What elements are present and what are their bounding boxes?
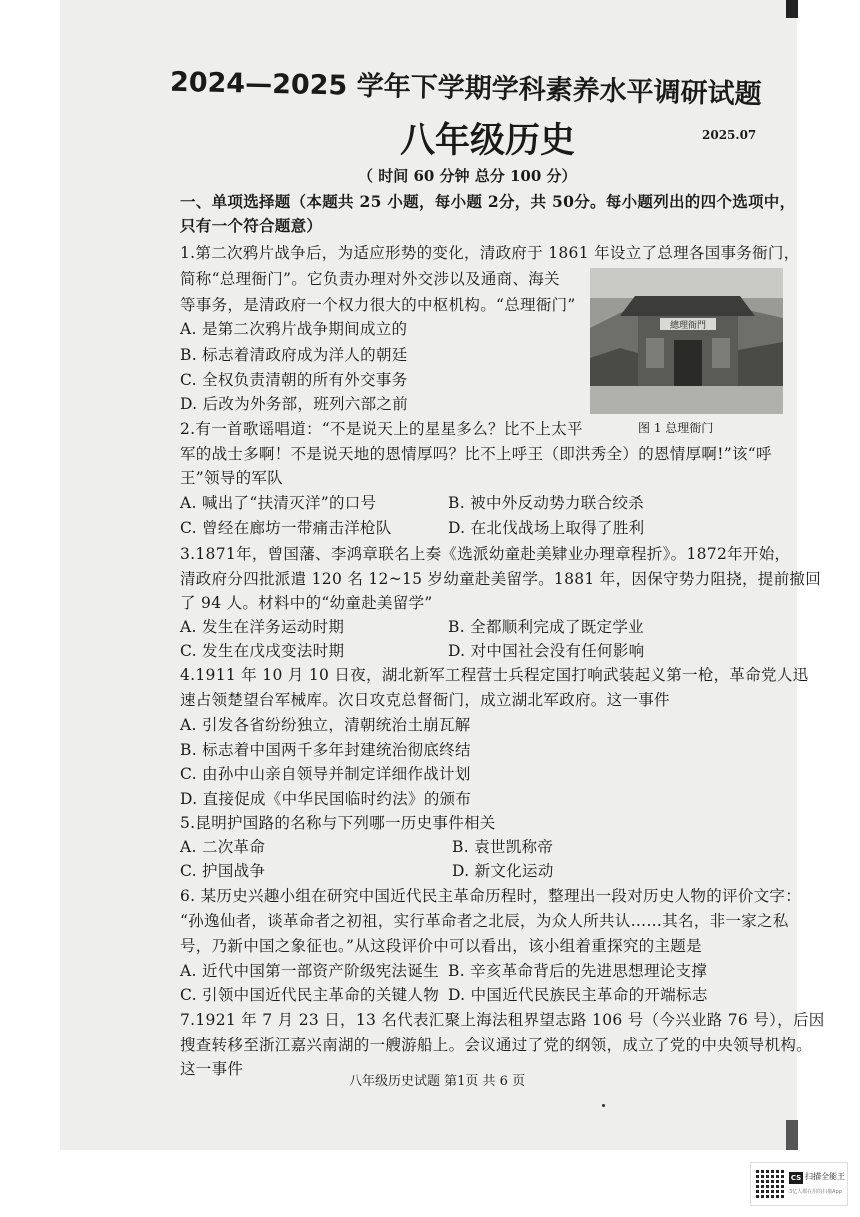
q2-stem-line2: 军的战士多啊！不是说天地的恩情厚吗？比不上呼王（即洪秀全）的恩情厚啊!”该“呼 [180, 445, 772, 463]
q2-option-a: A. 喊出了“扶清灭洋”的口号 [180, 494, 377, 512]
q5-option-d: D. 新文化运动 [452, 862, 554, 880]
q5-option-a: A. 二次革命 [180, 838, 266, 856]
q3-option-b: B. 全都顺利完成了既定学业 [448, 618, 644, 636]
qr-code-grid [756, 1168, 786, 1198]
q3-stem-line3: 了 94 人。材料中的“幼童赴美留学” [180, 594, 433, 612]
figure-caption: 图 1 总理衙门 [638, 421, 714, 435]
scan-edge-bottom [786, 1120, 798, 1150]
q4-option-a: A. 引发各省纷纷独立，清朝统治土崩瓦解 [180, 716, 471, 734]
scanner-tagline: 3亿人都在用的扫描App [789, 1189, 842, 1195]
section-heading: 一、单项选择题（本题共 25 小题，每小题 2分，共 50分。每小题列出的四个选项中， [180, 192, 796, 211]
q3-stem-line2: 清政府分四批派遣 120 名 12~15 岁幼童赴美留学。1881 年，因保守势力阻挠，提前撤回 [180, 570, 822, 588]
scanner-app-name: 扫描全能王 [805, 1172, 845, 1181]
q3-option-d: D. 对中国社会没有任何影响 [448, 642, 645, 660]
photo-sign: 總理衙門 [669, 321, 707, 331]
q2-stem-line1: 2.有一首歌谣唱道：“不是说天上的星星多么？比不上太平 [180, 420, 583, 438]
q2-option-d: D. 在北伐战场上取得了胜利 [448, 519, 645, 537]
section-heading-cont: 只有一个符合题意） [180, 216, 323, 235]
scan-edge [786, 0, 798, 18]
q6-option-c: C. 引领中国近代民主革命的关键人物 [180, 986, 440, 1004]
q6-option-b: B. 辛亥革命背后的先进思想理论支撑 [448, 962, 708, 980]
q5-option-c: C. 护国战争 [180, 862, 266, 880]
exam-date: 2025.07 [702, 128, 757, 142]
time-score-info: （ 时间 60 分钟 总分 100 分） [358, 167, 577, 185]
q1-stem-line2: 简称“总理衙门”。它负责办理对外交涉以及通商、海关 [180, 270, 560, 288]
q6-stem-line2: “孙逸仙者，谈革命者之初祖，实行革命者之北辰，为众人所共认……其名，非一家之私 [180, 912, 789, 930]
q1-stem-line1: 1.第二次鸦片战争后，为适应形势的变化，清政府于 1861 年设立了总理各国事务衙门， [180, 244, 800, 262]
q7-stem-line1: 7.1921 年 7 月 23 日，13 名代表汇聚上海法租界望志路 106 号（今兴业路 76 号），后因 [180, 1011, 825, 1029]
q3-option-c: C. 发生在戊戌变法时期 [180, 642, 345, 660]
exam-title: 2024—2025 学年下学期学科素养水平调研试题 [169, 66, 762, 111]
q6-option-a: A. 近代中国第一部资产阶级宪法诞生 [180, 962, 439, 980]
zongli-yamen-photo [590, 268, 783, 414]
q5-stem: 5.昆明护国路的名称与下列哪一历史事件相关 [180, 814, 496, 832]
subject-title: 八年级历史 [400, 121, 576, 161]
q6-stem-line1: 6. 某历史兴趣小组在研究中国近代民主革命历程时，整理出一段对历史人物的评价文字： [180, 887, 802, 905]
q2-stem-line3: 王”领导的军队 [180, 469, 284, 487]
q4-option-b: B. 标志着中国两千多年封建统治彻底终结 [180, 741, 471, 759]
q4-stem-line1: 4.1911 年 10 月 10 日夜，湖北新军工程营士兵程定国打响武装起义第一枪，革命党人迅 [180, 666, 809, 684]
q4-option-d: D. 直接促成《中华民国临时约法》的颁布 [180, 790, 472, 808]
q3-stem-line1: 3.1871年，曾国藩、李鸿章联名上奏《选派幼童赴美肄业办理章程折》。1872年开始， [180, 545, 791, 563]
q1-option-a: A. 是第二次鸦片战争期间成立的 [180, 320, 408, 338]
camscanner-logo-icon: CS [790, 1174, 802, 1182]
q1-stem-line3: 等事务，是清政府一个权力很大的中枢机构。“总理衙门” [180, 296, 576, 314]
q2-option-b: B. 被中外反动势力联合绞杀 [448, 494, 644, 512]
q7-stem-line2: 搜查转移至浙江嘉兴南湖的一艘游船上。会议通过了党的纲领，成立了党的中央领导机构。 [180, 1036, 813, 1054]
q5-option-b: B. 袁世凯称帝 [452, 838, 554, 856]
page-footer: 八年级历史试题 第1页 共 6 页 [349, 1074, 526, 1089]
scan-speck [602, 1104, 605, 1107]
q3-option-a: A. 发生在洋务运动时期 [180, 618, 345, 636]
q7-stem-line3: 这一事件 [180, 1060, 244, 1078]
q1-option-d: D. 后改为外务部，班列六部之前 [180, 395, 409, 413]
q4-option-c: C. 由孙中山亲自领导并制定详细作战计划 [180, 765, 471, 783]
q2-option-c: C. 曾经在廊坊一带痛击洋枪队 [180, 519, 392, 537]
q6-option-d: D. 中国近代民族民主革命的开端标志 [448, 986, 708, 1004]
q1-option-c: C. 全权负责清朝的所有外交事务 [180, 371, 408, 389]
photo-illustration [590, 268, 783, 414]
q6-stem-line3: 号，乃新中国之象征也。”从这段评价中可以看出，该小组着重探究的主题是 [180, 937, 702, 955]
q4-stem-line2: 速占领楚望台军械库。次日攻克总督衙门，成立湖北军政府。这一事件 [180, 691, 670, 709]
q1-option-b: B. 标志着清政府成为洋人的朝廷 [180, 346, 408, 364]
scanner-watermark [750, 1162, 848, 1206]
